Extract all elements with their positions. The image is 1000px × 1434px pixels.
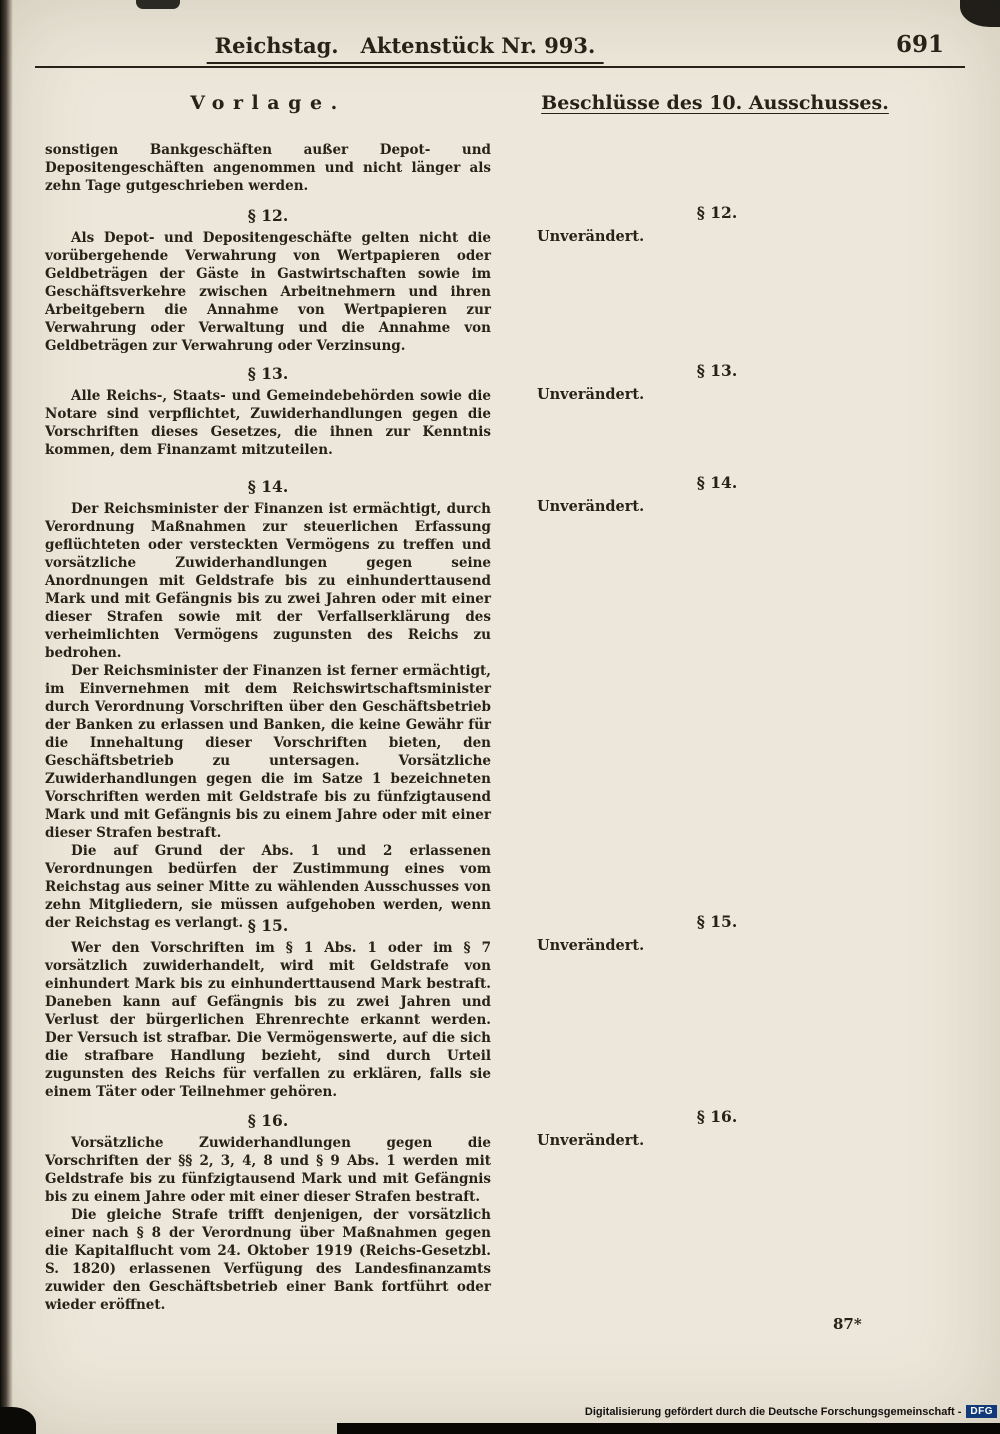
section-14-left-block — [45, 477, 491, 932]
scan-mark-top-right — [960, 0, 1000, 27]
header-title-left: Reichstag. — [214, 33, 339, 58]
section-13-resolution-block — [537, 361, 962, 403]
section-15-heading: § 15. — [247, 916, 289, 935]
signature-mark: 87* — [833, 1315, 862, 1333]
section-15-resolution-heading: § 15. — [696, 912, 738, 931]
section-15-left-block — [45, 916, 491, 1101]
section-16-heading: § 16. — [247, 1111, 289, 1130]
section-12-resolution-text: Unverändert. — [537, 228, 645, 245]
section-14-heading: § 14. — [247, 477, 289, 496]
section-14-resolution-block — [537, 473, 962, 515]
scan-edge-left — [0, 0, 13, 1434]
continuation-paragraph: sonstigen Bankgeschäften außer Depot- und Depositengeschäften angenommen und nicht länger als zehn Tage gutgeschrieben werden. — [45, 142, 491, 194]
scan-smudge-top — [136, 0, 180, 9]
section-15-resolution-text: Unverändert. — [537, 937, 645, 954]
section-16-paragraph-2: Die gleiche Strafe trifft denjenigen, der vorsätzlich einer nach § 8 der Verordnung über Maßnahmen gegen die Kapitalflucht vom 24. Oktober 1919 (Reichs-Gesetzbl. S. 1820) erlassenen Verfügung des Landesfinanzamts zuwider den Geschäftsbetrieb einer Bank fortführt oder wieder eröffnet. — [45, 1207, 491, 1313]
header-title-right: Aktenstück Nr. 993. — [360, 33, 596, 58]
section-16-resolution-text: Unverändert. — [537, 1132, 645, 1149]
section-14-paragraph-2: Der Reichsminister der Finanzen ist ferner ermächtigt, im Einvernehmen mit dem Reichswirtschaftsminister durch Verordnung Vorschriften über den Geschäftsbetrieb der Banken zu erlassen und Banken, die keine Gewähr für die Innehaltung dieser Vorschriften bieten, den Geschäftsbetrieb zu untersagen. Vorsätzliche Zuwiderhandlungen gegen die im Satze 1 bezeichneten Vorschriften werden mit Geldstrafe bis zu fünfzigtausend Mark und mit Gefängnis bis zu einem Jahre oder mit einer dieser Strafen bestraft. — [45, 663, 491, 841]
section-14-paragraph-1: Der Reichsminister der Finanzen ist ermächtigt, durch Verordnung Maßnahmen zur steuerlichen Erfassung geflüchteten oder versteckten Vermögens zu treffen und vorsätzliche Zuwiderhandlungen gegen seine Anordnungen mit Geldstrafe bis zu einhunderttausend Mark und mit Gefängnis bis zu zwei Jahren oder mit einer dieser Strafen sowie mit der Verfallserklärung des verheimlichten Vermögens zugunsten des Reichs zu bedrohen. — [45, 501, 491, 661]
section-16-resolution-block — [537, 1107, 962, 1149]
digitization-credit-text: Digitalisierung gefördert durch die Deutsche Forschungsgemeinschaft - — [584, 1405, 962, 1418]
section-13-resolution-text: Unverändert. — [537, 386, 645, 403]
section-13-paragraph: Alle Reichs-, Staats- und Gemeindebehörden sowie die Notare sind verpflichtet, Zuwiderhandlungen gegen die Vorschriften dieses Gesetzes, die ihnen zur Kenntnis kommen, dem Finanzamt mitzuteilen. — [45, 388, 491, 458]
section-13-heading: § 13. — [247, 364, 289, 383]
section-16-paragraph-1: Vorsätzliche Zuwiderhandlungen gegen die Vorschriften der §§ 2, 3, 4, 8 und § 9 Abs. 1 werden mit Geldstrafe bis zu fünfzigtausend Mark und mit Gefängnis bis zu einem Jahre oder mit einer dieser Strafen bestraft. — [45, 1135, 491, 1205]
digitization-credit — [585, 1405, 997, 1418]
section-14-resolution-text: Unverändert. — [537, 498, 645, 515]
section-13-resolution-heading: § 13. — [696, 361, 738, 380]
header-rule — [35, 66, 965, 68]
section-12-resolution-heading: § 12. — [696, 203, 738, 222]
scan-mark-bottom-left — [0, 1407, 36, 1434]
dfg-logo: DFG — [966, 1405, 997, 1418]
section-15-resolution-block — [537, 912, 962, 954]
section-12-resolution-block — [537, 203, 962, 245]
section-12-heading: § 12. — [247, 206, 289, 225]
continuation-block — [45, 141, 491, 195]
section-12-paragraph: Als Depot- und Depositengeschäfte gelten nicht die vorübergehende Verwahrung von Wertpapieren oder Geldbeträgen der Gäste in Gastwirtschaften sowie im Geschäftsverkehre zwischen Arbeitnehmern und ihren Arbeitgebern die Annahme von Wertpapieren zur Verwahrung oder Verwaltung und die Annahme von Geldbeträgen zur Verwahrung oder Verzinsung. — [45, 230, 491, 354]
right-column-heading: Beschlüsse des 10. Ausschusses. — [541, 92, 889, 114]
section-13-left-block — [45, 364, 491, 459]
page-header-title — [207, 33, 604, 64]
section-15-paragraph: Wer den Vorschriften im § 1 Abs. 1 oder im § 7 vorsätzlich zuwiderhandelt, wird mit Geldstrafe von einhundert Mark bis zu einhunderttausend Mark bestraft. Daneben kann auf Gefängnis bis zu zwei Jahren und Verlust der bürgerlichen Ehrenrechte erkannt werden. Der Versuch ist strafbar. Die Vermögenswerte, auf die sich die strafbare Handlung bezieht, sind durch Urteil zugunsten des Reichs für verfallen zu erklären, falls sie einem Täter oder Teilnehmer gehören. — [45, 940, 491, 1100]
section-14-resolution-heading: § 14. — [696, 473, 738, 492]
section-16-resolution-heading: § 16. — [696, 1107, 738, 1126]
section-12-left-block — [45, 206, 491, 355]
section-16-left-block — [45, 1111, 491, 1314]
section-14-paragraph-3: Die auf Grund der Abs. 1 und 2 erlassenen Verordnungen bedürfen der Zustimmung eines vom Reichstag aus seiner Mitte zu wählenden Ausschusses von zehn Mitgliedern, sie müssen aufgehoben werden, wenn der Reichstag es verlangt. — [45, 843, 491, 931]
scan-strip-bottom — [337, 1423, 1000, 1434]
page-number: 691 — [896, 31, 945, 58]
left-column-heading: Vorlage. — [190, 92, 346, 114]
